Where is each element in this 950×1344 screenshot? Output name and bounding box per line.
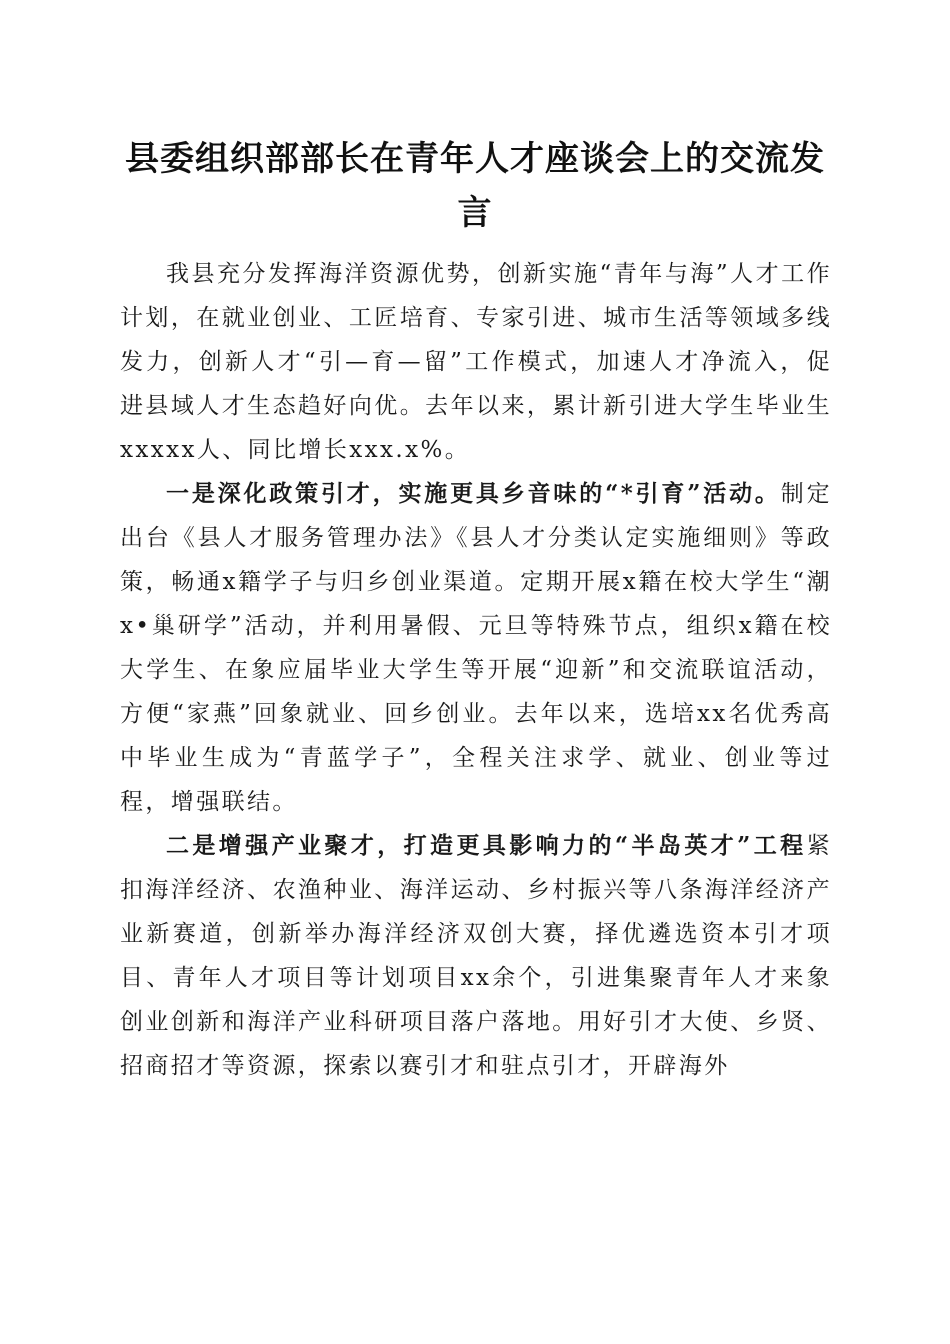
paragraph-industry-text: 紧扣海洋经济、农渔种业、海洋运动、乡村振兴等八条海洋经济产业新赛道，创新举办海洋经济双创大赛，择优遴选资本引才项目、青年人才项目等计划项目xx余个，引进集聚青年人才来象创业创新和海洋产业科研项目落户落地。用好引才大使、乡贤、招商招才等资源，探索以赛引才和驻点引才，开辟海外 <box>120 833 832 1079</box>
paragraph-industry-heading: 二是增强产业聚才，打造更具影响力的“半岛英才”工程 <box>166 832 807 859</box>
paragraph-policy <box>120 472 832 824</box>
paragraph-intro <box>120 252 832 472</box>
document-title: 县委组织部部长在青年人才座谈会上的交流发言 <box>125 139 825 233</box>
paragraph-policy-text: 制定出台《县人才服务管理办法》《县人才分类认定实施细则》等政策，畅通x籍学子与归乡创业渠道。定期开展x籍在校大学生“潮x•巢研学”活动，并利用暑假、元旦等特殊节点，组织x籍在校大学生、在象应届毕业大学生等开展“迎新”和交流联谊活动，方便“家燕”回象就业、回乡创业。去年以来，选培xx名优秀高中毕业生成为“青蓝学子”，全程关注求学、就业、创业等过程，增强联结。 <box>120 481 832 815</box>
paragraph-intro-text: 我县充分发挥海洋资源优势，创新实施“青年与海”人才工作计划，在就业创业、工匠培育、专家引进、城市生活等领域多线发力，创新人才“引—育—留”工作模式，加速人才净流入，促进县域人才生态趋好向优。去年以来，累计新引进大学生毕业生xxxxx人、同比增长xxx.x%。 <box>120 261 832 463</box>
paragraph-policy-heading: 一是深化政策引才，实施更具乡音味的“*引育”活动。 <box>166 480 781 507</box>
paragraph-industry <box>120 824 832 1088</box>
document-body <box>120 252 832 1088</box>
